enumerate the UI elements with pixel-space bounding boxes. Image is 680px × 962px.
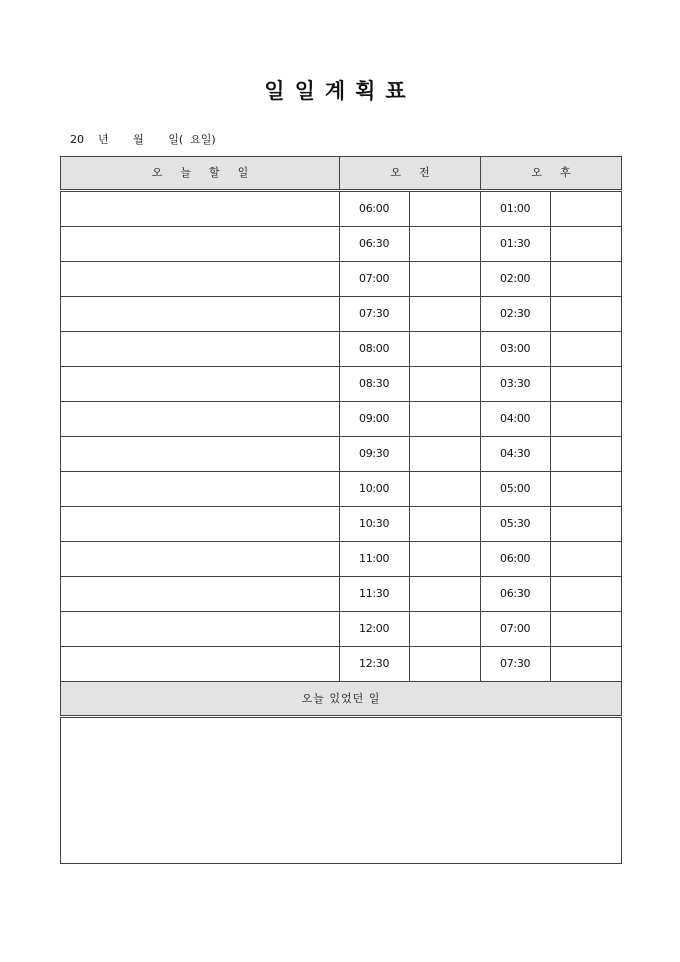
pm-plan-cell[interactable] bbox=[551, 262, 622, 297]
am-time-label: 06:00 bbox=[340, 191, 410, 227]
table-row bbox=[61, 367, 622, 402]
pm-plan-cell[interactable] bbox=[551, 647, 622, 682]
am-plan-cell[interactable] bbox=[410, 472, 481, 507]
am-plan-cell[interactable] bbox=[410, 507, 481, 542]
todo-cell[interactable] bbox=[61, 542, 340, 577]
am-time-label: 11:00 bbox=[340, 542, 410, 577]
pm-plan-cell[interactable] bbox=[551, 227, 622, 262]
am-header: 오전 bbox=[340, 157, 481, 191]
pm-plan-cell[interactable] bbox=[551, 367, 622, 402]
table-row bbox=[61, 612, 622, 647]
pm-time-label: 02:00 bbox=[481, 262, 551, 297]
pm-plan-cell[interactable] bbox=[551, 577, 622, 612]
table-row bbox=[61, 402, 622, 437]
pm-plan-cell[interactable] bbox=[551, 191, 622, 227]
pm-time-label: 06:30 bbox=[481, 577, 551, 612]
todo-cell[interactable] bbox=[61, 297, 340, 332]
am-time-label: 09:30 bbox=[340, 437, 410, 472]
plan-table bbox=[60, 156, 622, 864]
todo-cell[interactable] bbox=[61, 191, 340, 227]
am-plan-cell[interactable] bbox=[410, 612, 481, 647]
todo-cell[interactable] bbox=[61, 367, 340, 402]
am-time-label: 06:30 bbox=[340, 227, 410, 262]
pm-time-label: 01:30 bbox=[481, 227, 551, 262]
am-plan-cell[interactable] bbox=[410, 542, 481, 577]
am-time-label: 08:00 bbox=[340, 332, 410, 367]
todo-cell[interactable] bbox=[61, 647, 340, 682]
pm-time-label: 07:30 bbox=[481, 647, 551, 682]
table-row bbox=[61, 472, 622, 507]
pm-plan-cell[interactable] bbox=[551, 472, 622, 507]
todo-cell[interactable] bbox=[61, 262, 340, 297]
month-label: 월 bbox=[133, 133, 144, 146]
day-label: 일( bbox=[168, 133, 184, 146]
pm-time-label: 05:00 bbox=[481, 472, 551, 507]
table-row bbox=[61, 297, 622, 332]
table-row bbox=[61, 191, 622, 227]
am-time-label: 07:00 bbox=[340, 262, 410, 297]
table-row bbox=[61, 262, 622, 297]
am-plan-cell[interactable] bbox=[410, 577, 481, 612]
todo-cell[interactable] bbox=[61, 437, 340, 472]
am-time-label: 10:00 bbox=[340, 472, 410, 507]
done-header-row bbox=[61, 682, 622, 717]
am-plan-cell[interactable] bbox=[410, 191, 481, 227]
table-row bbox=[61, 577, 622, 612]
am-time-label: 08:30 bbox=[340, 367, 410, 402]
pm-plan-cell[interactable] bbox=[551, 332, 622, 367]
pm-header: 오후 bbox=[481, 157, 622, 191]
header-row bbox=[61, 157, 622, 191]
pm-plan-cell[interactable] bbox=[551, 297, 622, 332]
am-time-label: 12:00 bbox=[340, 612, 410, 647]
pm-time-label: 05:30 bbox=[481, 507, 551, 542]
pm-time-label: 03:00 bbox=[481, 332, 551, 367]
todo-cell[interactable] bbox=[61, 577, 340, 612]
pm-plan-cell[interactable] bbox=[551, 437, 622, 472]
pm-time-label: 06:00 bbox=[481, 542, 551, 577]
am-time-label: 09:00 bbox=[340, 402, 410, 437]
am-plan-cell[interactable] bbox=[410, 227, 481, 262]
todo-cell[interactable] bbox=[61, 227, 340, 262]
am-plan-cell[interactable] bbox=[410, 402, 481, 437]
todo-cell[interactable] bbox=[61, 402, 340, 437]
todo-header: 오늘할일 bbox=[61, 157, 340, 191]
pm-time-label: 07:00 bbox=[481, 612, 551, 647]
am-time-label: 07:30 bbox=[340, 297, 410, 332]
year-label: 년 bbox=[98, 133, 109, 146]
pm-plan-cell[interactable] bbox=[551, 542, 622, 577]
done-header: 오늘 있었던 일 bbox=[61, 682, 622, 717]
pm-time-label: 04:00 bbox=[481, 402, 551, 437]
am-plan-cell[interactable] bbox=[410, 647, 481, 682]
todo-cell[interactable] bbox=[61, 332, 340, 367]
done-notes-area[interactable] bbox=[61, 717, 622, 864]
am-time-label: 12:30 bbox=[340, 647, 410, 682]
table-row bbox=[61, 437, 622, 472]
pm-plan-cell[interactable] bbox=[551, 402, 622, 437]
date-line bbox=[70, 133, 216, 147]
am-time-label: 11:30 bbox=[340, 577, 410, 612]
table-row bbox=[61, 542, 622, 577]
am-plan-cell[interactable] bbox=[410, 262, 481, 297]
table-row bbox=[61, 507, 622, 542]
am-plan-cell[interactable] bbox=[410, 367, 481, 402]
table-row bbox=[61, 647, 622, 682]
pm-plan-cell[interactable] bbox=[551, 507, 622, 542]
todo-cell[interactable] bbox=[61, 612, 340, 647]
weekday-label: 요일) bbox=[190, 133, 216, 146]
todo-cell[interactable] bbox=[61, 472, 340, 507]
pm-plan-cell[interactable] bbox=[551, 612, 622, 647]
am-plan-cell[interactable] bbox=[410, 297, 481, 332]
page-title: 일일계획표 bbox=[264, 78, 416, 103]
year-prefix: 20 bbox=[70, 133, 84, 146]
table-row bbox=[61, 332, 622, 367]
am-plan-cell[interactable] bbox=[410, 332, 481, 367]
am-plan-cell[interactable] bbox=[410, 437, 481, 472]
pm-time-label: 04:30 bbox=[481, 437, 551, 472]
table-row bbox=[61, 227, 622, 262]
pm-time-label: 03:30 bbox=[481, 367, 551, 402]
todo-cell[interactable] bbox=[61, 507, 340, 542]
am-time-label: 10:30 bbox=[340, 507, 410, 542]
done-body-row bbox=[61, 717, 622, 864]
pm-time-label: 01:00 bbox=[481, 191, 551, 227]
pm-time-label: 02:30 bbox=[481, 297, 551, 332]
